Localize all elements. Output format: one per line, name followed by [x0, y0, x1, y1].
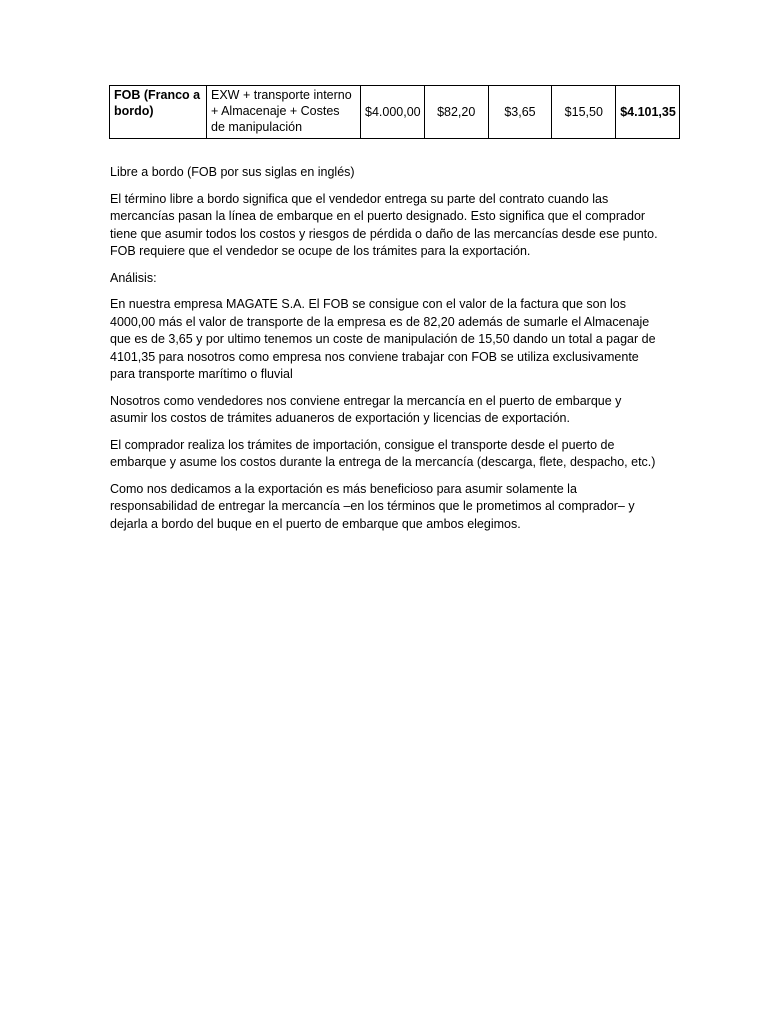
section-heading: Libre a bordo (FOB por sus siglas en inglés) — [110, 165, 355, 179]
analysis-paragraph-2: Nosotros como vendedores nos conviene entregar la mercancía en el puerto de embarque y asumir los costos de trámites aduaneros de exportación y licencias de exportación. — [110, 393, 622, 425]
fob-cost-table — [109, 85, 680, 139]
definition-paragraph: El término libre a bordo significa que el vendedor entrega su parte del contrato cuando las mercancías pasan la línea de embarque en el puerto designado. Esto significa que el comprador tiene que asumir todos los costos y riesgos de pérdida o daño de las mercancías desde ese punto. FOB requiere que el vendedor se ocupe de los trámites para la exportación. — [110, 191, 658, 258]
total-cell: $4.101,35 — [616, 86, 680, 139]
document-body — [110, 164, 660, 542]
analysis-paragraph-4: Como nos dedicamos a la exportación es más beneficioso para asumir solamente la responsabilidad de entregar la mercancía –en los términos que le prometimos al comprador– y dejarla a bordo del buque en el puerto de embarque que ambos elegimos. — [110, 481, 635, 531]
analysis-paragraph-3: El comprador realiza los trámites de importación, consigue el transporte desde el puerto de embarque y asume los costos durante la entrega de la mercancía (descarga, flete, despacho, etc.) — [110, 437, 656, 469]
table-row — [110, 86, 680, 139]
description-cell: EXW + transporte interno + Almacenaje + Costes de manipulación — [207, 86, 361, 139]
transport-cell: $82,20 — [424, 86, 488, 139]
analysis-label: Análisis: — [110, 270, 157, 285]
invoice-value-cell: $4.000,00 — [361, 86, 425, 139]
analysis-paragraph-1: En nuestra empresa MAGATE S.A. El FOB se consigue con el valor de la factura que son los 4000,00 más el valor de transporte de la empresa es de 82,20 además de sumarle el Almacenaje que es de 3,65 y por ultimo tenemos un coste de manipulación de 15,50 dando un total a pagar de 4101,35 para nosotros como empresa nos conviene trabajar con FOB se utiliza exclusivamente para transporte marítimo o fluvial — [110, 297, 656, 381]
storage-cell: $3,65 — [488, 86, 552, 139]
incoterm-cell: FOB (Franco a bordo) — [110, 86, 207, 139]
handling-cell: $15,50 — [552, 86, 616, 139]
